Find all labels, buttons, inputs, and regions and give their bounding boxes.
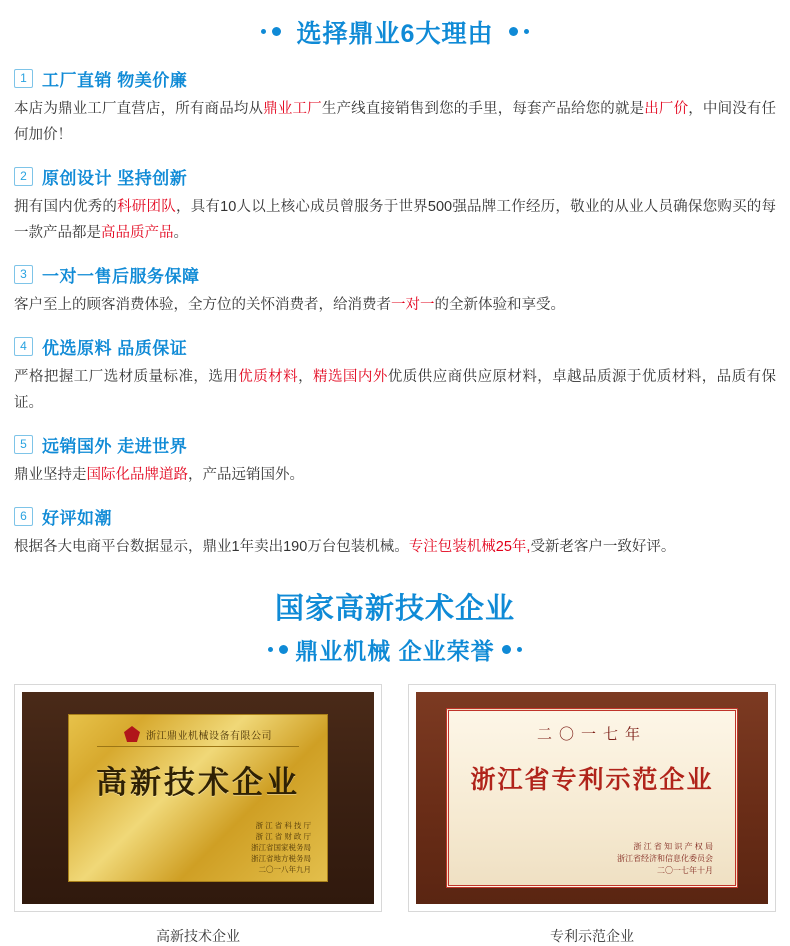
certificate-plaque — [68, 714, 328, 882]
honor-subtitle — [0, 627, 790, 666]
reason-number-badge: 4 — [14, 337, 33, 356]
issuer-date: 二〇一八年九月 — [258, 865, 311, 874]
reason-text-mid: 生产线直接销售到您的手里，每套产品给您的就是 — [321, 101, 645, 117]
reason-text-mid: ，产品远销国外。 — [188, 467, 304, 483]
reason-number-badge: 2 — [14, 167, 33, 186]
dots-left-icon — [265, 641, 291, 658]
reason-text-pre: 客户至上的顾客消费体验，全方位的关怀消费者，给消费者 — [14, 297, 391, 313]
certificate-year: 二〇一七年 — [536, 726, 647, 743]
reason-item — [14, 334, 776, 416]
reason-text-pre: 严格把握工厂选材质量标准，选用 — [14, 369, 239, 385]
honor-subtitle-text: 鼎业机械 企业荣誉 — [295, 638, 495, 664]
reason-text-pre: 根据各大电商平台数据显示，鼎业1年卖出190万台包装机械。 — [14, 539, 409, 555]
certificate-card[interactable] — [14, 684, 382, 946]
reason-text-end: 优质供应商供应原材料，卓越品质源于优质材料，品质有保证。 — [14, 369, 777, 411]
reason-item — [14, 66, 776, 148]
certificate-frame — [14, 684, 382, 912]
reason-title: 远销国外 走进世界 — [42, 437, 188, 456]
dots-left-icon — [258, 23, 284, 41]
certificate-wood-border — [416, 692, 768, 904]
certificate-gallery — [0, 684, 790, 946]
reason-text-mid: 的全新体验和享受。 — [434, 297, 565, 313]
reason-body — [14, 194, 776, 246]
reason-text-end: ，中间没有任何加价！ — [14, 101, 777, 143]
reason-highlight-1: 一对一 — [391, 297, 435, 313]
issuer-line: 浙江省地方税务局 — [251, 854, 311, 863]
certificate-card[interactable] — [408, 684, 776, 946]
reason-title: 好评如潮 — [42, 509, 112, 528]
reason-text-mid: ，具有10人以上核心成员曾服务于世界500强品牌工作经历，敬业的从业人员确保您购买的每一款产品都是 — [14, 199, 777, 241]
reason-highlight-2: 出厂价 — [644, 101, 689, 117]
reason-item — [14, 432, 776, 488]
reason-item — [14, 504, 776, 560]
reason-number-badge: 5 — [14, 435, 33, 454]
reason-body — [14, 364, 776, 416]
reason-item — [14, 262, 776, 318]
reason-item — [14, 164, 776, 246]
reason-number-badge: 1 — [14, 69, 33, 88]
reason-title: 一对一售后服务保障 — [42, 267, 200, 286]
reason-text-pre: 鼎业坚持走 — [14, 467, 87, 483]
honor-heading: 国家高新技术企业 — [274, 593, 515, 625]
reason-highlight-1: 鼎业工厂 — [263, 101, 322, 117]
certificate-plaque — [446, 708, 738, 888]
dots-right-icon — [499, 641, 525, 658]
reason-body — [14, 462, 776, 488]
issuer-line: 浙江省经济和信息化委员会 — [617, 854, 713, 863]
reason-header — [14, 262, 776, 287]
certificate-caption: 高新技术企业 — [156, 928, 240, 944]
reason-title: 原创设计 坚持创新 — [42, 169, 188, 188]
reason-highlight-1: 国际化品牌道路 — [86, 467, 188, 483]
reason-header — [14, 504, 776, 529]
certificate-frame — [408, 684, 776, 912]
certificate-image-hi-tech — [22, 692, 374, 904]
certificate-image-patent — [416, 692, 768, 904]
certificate-main-text: 高新技术企业 — [96, 765, 300, 800]
issuer-line: 浙 江 省 财 政 厅 — [255, 832, 311, 841]
reason-text-end: 。 — [173, 225, 188, 241]
certificate-company-name: 浙江鼎业机械设备有限公司 — [146, 730, 272, 742]
reason-header — [14, 164, 776, 189]
issuer-date: 二〇一七年十月 — [657, 866, 713, 875]
certificate-caption: 专利示范企业 — [550, 928, 634, 944]
divider — [97, 746, 299, 747]
reason-number-badge: 3 — [14, 265, 33, 284]
reason-title: 工厂直销 物美价廉 — [42, 71, 188, 90]
reason-text-mid: ， — [298, 369, 314, 385]
certificate-wood-border — [22, 692, 374, 904]
reason-text-mid: 受新老客户一致好评。 — [530, 539, 676, 555]
certificate-issuer-lines — [79, 820, 317, 875]
certificate-main-text: 浙江省专利示范企业 — [470, 766, 714, 794]
certificate-issuer-lines — [463, 841, 721, 879]
reason-title: 优选原料 品质保证 — [42, 339, 188, 358]
reason-highlight-1: 科研团队 — [117, 199, 176, 215]
reasons-title-text: 选择鼎业6大理由 — [296, 20, 494, 48]
certificate-company-row — [79, 726, 317, 742]
reason-text-pre: 本店为鼎业工厂直营店，所有商品均从 — [14, 101, 264, 117]
issuer-line: 浙 江 省 科 技 厅 — [255, 821, 311, 830]
issuer-line: 浙 江 省 知 识 产 权 局 — [633, 842, 713, 851]
reason-header — [14, 432, 776, 457]
issuer-line: 浙江省国家税务局 — [251, 843, 311, 852]
reason-highlight-1: 专注包装机械25年, — [408, 539, 531, 555]
reason-highlight-2: 高品质产品 — [101, 225, 174, 241]
reason-number-badge: 6 — [14, 507, 33, 526]
reason-body — [14, 292, 776, 318]
reason-header — [14, 334, 776, 359]
reason-highlight-1: 优质材料 — [238, 369, 299, 385]
reason-text-pre: 拥有国内优秀的 — [14, 199, 118, 215]
reason-highlight-2: 精选国内外 — [313, 369, 388, 385]
reason-body — [14, 534, 776, 560]
dots-right-icon — [506, 23, 532, 41]
reason-body — [14, 96, 776, 148]
reasons-section-title — [0, 0, 790, 60]
company-logo-icon — [124, 726, 140, 742]
reason-header — [14, 66, 776, 91]
reasons-list — [0, 60, 790, 560]
